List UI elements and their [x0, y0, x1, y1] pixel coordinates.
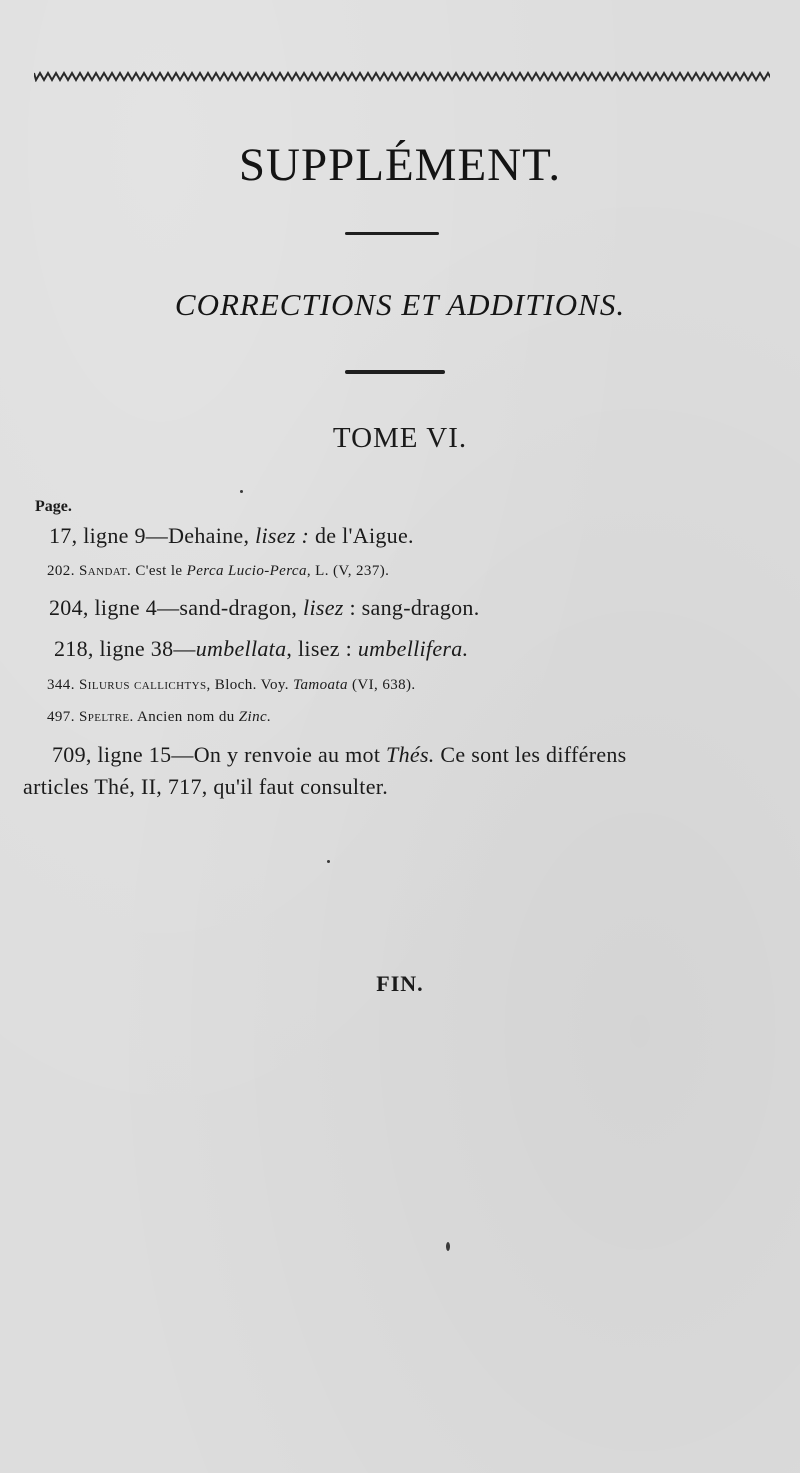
entry-tail: , lisez :	[286, 636, 358, 661]
correction-entry	[54, 636, 468, 662]
section-subtitle: CORRECTIONS ET ADDITIONS.	[174, 287, 626, 322]
end-mark: FIN.	[376, 971, 424, 996]
entry-italic: Tamoata	[293, 677, 348, 693]
entry-tail: : sang-dragon.	[343, 595, 480, 620]
entry-text: C'est le	[131, 563, 187, 579]
page-number: 344.	[47, 677, 75, 693]
correction-entry	[47, 709, 271, 726]
page-number: 17,	[49, 523, 78, 548]
correction-entry-continuation: articles Thé, II, 717, qu'il faut consulter.	[23, 774, 388, 799]
correction-entry	[47, 563, 389, 580]
volume-heading: TOME VI.	[332, 422, 468, 454]
page-number: 202.	[47, 563, 75, 579]
paper-speck	[327, 860, 330, 863]
page-column-label: Page.	[35, 498, 72, 515]
entry-text: ligne 38—	[93, 636, 196, 661]
entry-tail: , L. (V, 237).	[306, 563, 390, 579]
page-number: 218,	[54, 636, 94, 661]
page-number: 709,	[52, 742, 92, 767]
page-number: 497.	[47, 709, 75, 725]
entry-italic: lisez	[303, 595, 344, 620]
correction-entry	[47, 677, 416, 694]
correction-entry	[49, 523, 414, 549]
entry-italic-second: umbellifera.	[357, 636, 469, 661]
subtitle-rule	[345, 370, 445, 374]
entry-italic: lisez :	[255, 523, 310, 548]
page-number: 204,	[49, 595, 89, 620]
entry-tail: (VI, 638).	[347, 677, 416, 693]
paper-speck	[446, 1242, 450, 1251]
paper-speck	[240, 490, 243, 493]
entry-text: , Bloch. Voy.	[206, 677, 294, 693]
entry-italic: Thés.	[386, 742, 435, 767]
entry-text: ligne 4—sand-dragon,	[88, 595, 304, 620]
title-rule	[345, 232, 439, 235]
decorative-border-ornament	[34, 70, 770, 82]
entry-term: Speltre.	[79, 709, 134, 725]
entry-italic: Zinc.	[238, 709, 272, 725]
entry-text: ligne 9—Dehaine,	[77, 523, 256, 548]
entry-tail: Ce sont les différens	[434, 742, 627, 767]
entry-term: Sandat.	[79, 563, 132, 579]
entry-italic: Perca Lucio-Perca	[186, 563, 307, 579]
entry-text: Ancien nom du	[133, 709, 239, 725]
correction-entry	[52, 742, 627, 768]
correction-entry	[49, 595, 480, 621]
entry-term: Silurus callichtys	[79, 677, 207, 693]
entry-text: ligne 15—On y renvoie au mot	[91, 742, 387, 767]
page-title: SUPPLÉMENT.	[238, 139, 562, 191]
entry-italic: umbellata	[195, 636, 287, 661]
entry-tail: de l'Aigue.	[309, 523, 414, 548]
